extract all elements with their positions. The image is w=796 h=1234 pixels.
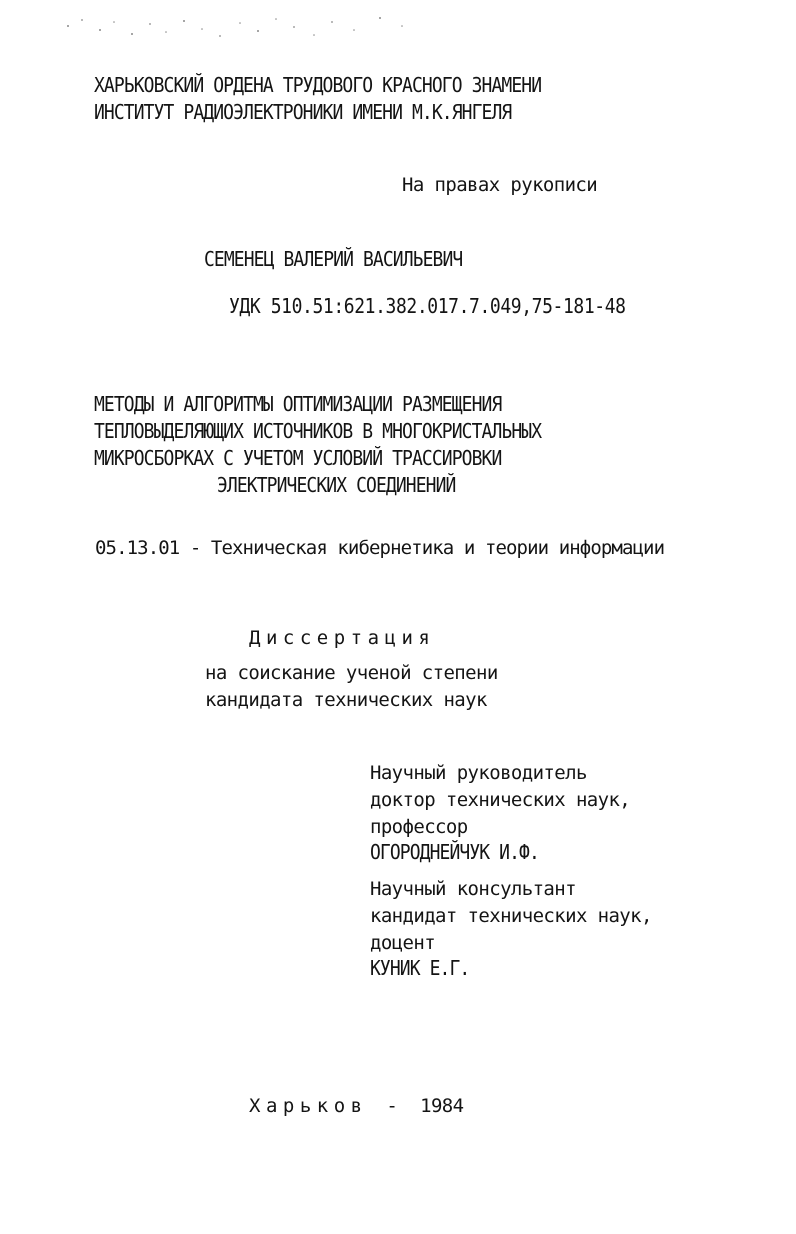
title-line-2: ТЕПЛОВЫДЕЛЯЮЩИХ ИСТОЧНИКОВ В МНОГОКРИСТАЛЬНЫХ: [94, 420, 542, 444]
title-line-1: МЕТОДЫ И АЛГОРИТМЫ ОПТИМИЗАЦИИ РАЗМЕЩЕНИЯ: [94, 393, 502, 417]
supervisor-name: ОГОРОДНЕЙЧУК И.Ф.: [370, 841, 539, 865]
udc-code: УДК 510.51:621.382.017.7.049,75-181-48: [229, 295, 626, 319]
author-name: СЕМЕНЕЦ ВАЛЕРИЙ ВАСИЛЬЕВИЧ: [204, 248, 463, 272]
supervisor-title: профессор: [370, 816, 468, 838]
supervisor-degree: доктор технических наук,: [370, 789, 631, 811]
supervisor-role: Научный руководитель: [370, 762, 587, 784]
consultant-name: КУНИК Е.Г.: [370, 957, 470, 981]
degree-line-1: на соискание ученой степени: [205, 662, 498, 684]
institute-line-2: ИНСТИТУТ РАДИОЭЛЕКТРОНИКИ ИМЕНИ М.К.ЯНГЕЛЯ: [94, 101, 512, 125]
year: 1984: [420, 1095, 464, 1117]
city: Харьков: [249, 1095, 368, 1117]
place-year: [249, 1094, 463, 1118]
title-line-4: ЭЛЕКТРИЧЕСКИХ СОЕДИНЕНИЙ: [217, 474, 456, 498]
institute-line-1: ХАРЬКОВСКИЙ ОРДЕНА ТРУДОВОГО КРАСНОГО ЗНАМЕНИ: [94, 74, 542, 98]
manuscript-note: На правах рукописи: [402, 174, 598, 196]
title-line-3: МИКРОСБОРКАХ С УЧЕТОМ УСЛОВИЙ ТРАССИРОВКИ: [94, 447, 502, 471]
scan-noise-dots: [62, 12, 422, 42]
consultant-role: Научный консультант: [370, 878, 576, 900]
work-type-heading: Диссертация: [249, 627, 436, 649]
consultant-degree: кандидат технических наук,: [370, 905, 652, 927]
specialty-code: 05.13.01 - Техническая кибернетика и теории информации: [95, 537, 665, 559]
consultant-title: доцент: [370, 932, 436, 954]
dash: -: [386, 1095, 398, 1117]
degree-line-2: кандидата технических наук: [205, 689, 487, 711]
